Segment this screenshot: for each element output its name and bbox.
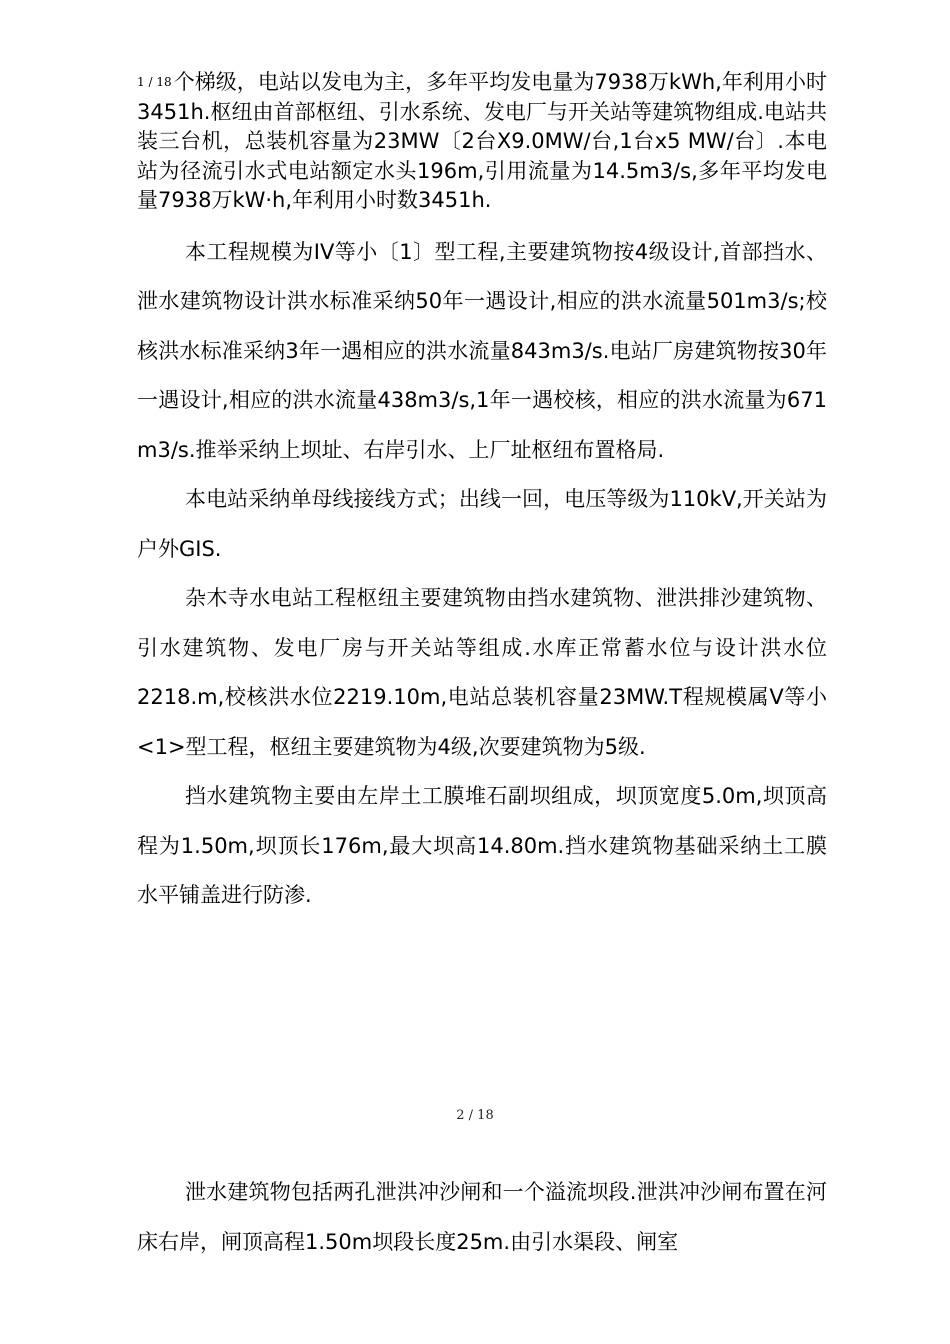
paragraph-1 — [137, 68, 827, 216]
inline-page-number: 1 / 18 — [137, 75, 172, 89]
paragraph-2: 本工程规模为IV等小〔1〕型工程,主要建筑物按4级设计,首部挡水、泄水建筑物设计洪水标准采纳50年一遇设计,相应的洪水流量501m3/s;校核洪水标准采纳3年一遇相应的洪水流量843m3/s.电站厂房建筑物按30年一遇设计,相应的洪水流量438m3/s,1年一遇校核，相应的洪水流量为671 m3/s.推举采纳上坝址、右岸引水、上厂址枢纽布置格局. — [137, 239, 827, 462]
paragraph-1-text: 个梯级，电站以发电为主，多年平均发电量为7938万kWh,年利用小时3451h.枢纽由首部枢纽、引水系统、发电厂与开关站等建筑物组成.电站共装三台机，总装机容量为23MW〔2台X9.0MW/台,1台x5 MW/台〕.本电站为径流引水式电站额定水头196m,引用流量为14.5m3/s,多年平均发电量7938万kW·h,年利用小时数3451h. — [137, 70, 827, 212]
page-number-footer: 2 / 18 — [456, 1108, 494, 1123]
paragraph-4: 杂木寺水电站工程枢纽主要建筑物由挡水建筑物、泄洪排沙建筑物、引水建筑物、发电厂房与开关站等组成.水库正常蓄水位与设计洪水位2218.m,校核洪水位2219.10m,电站总装机容量23MW.T程规模属V等小<1>型工程，枢纽主要建筑物为4级,次要建筑物为5级. — [137, 586, 827, 759]
paragraph-6: 泄水建筑物包括两孔泄洪冲沙闸和一个溢流坝段.泄洪冲沙闸布置在河床右岸，闸顶高程1.50m坝段长度25m.由引水渠段、闸室 — [137, 1180, 827, 1254]
paragraph-5: 挡水建筑物主要由左岸土工膜堆石副坝组成，坝顶宽度5.0m,坝顶高程为1.50m,坝顶长176m,最大坝高14.80m.挡水建筑物基础采纳土工膜水平铺盖进行防渗. — [137, 784, 827, 907]
page-body — [137, 68, 827, 921]
paragraph-3: 本电站采纳单母线接线方式；出线一回，电压等级为110kV,开关站为户外GIS. — [137, 487, 827, 561]
next-page-body — [137, 1168, 827, 1267]
